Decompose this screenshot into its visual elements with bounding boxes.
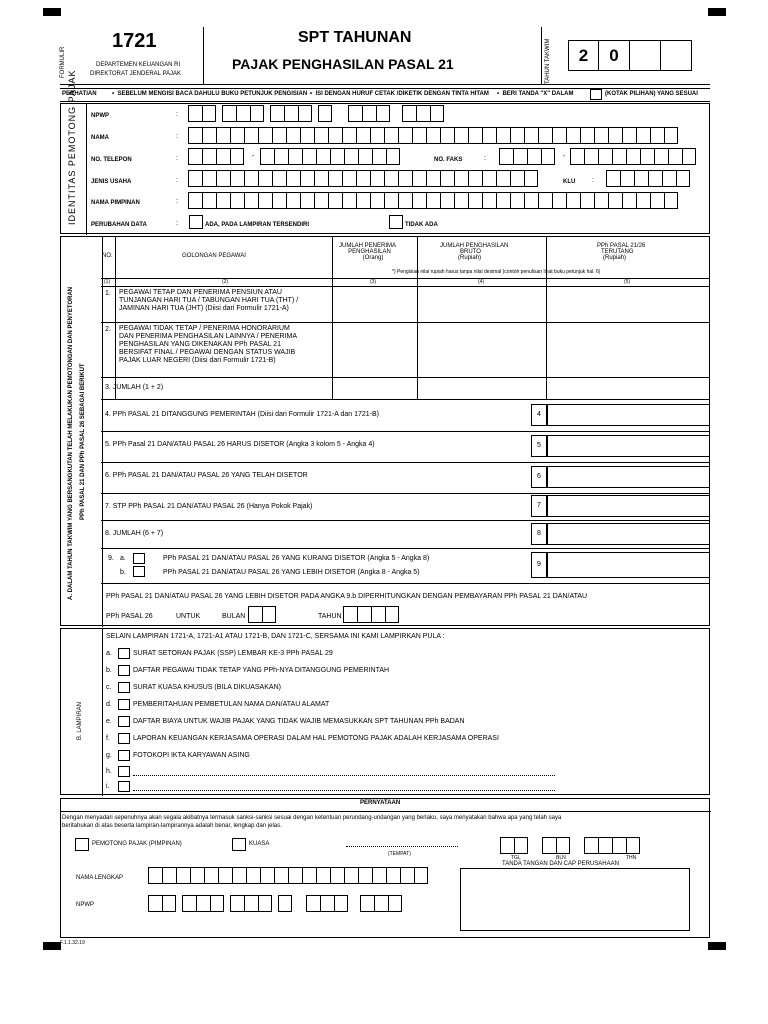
col-golongan-header: GOLONGAN PEGAWAI (182, 253, 246, 259)
row-4-label: 4. PPh PASAL 21 DITANGGUNG PEMERINTAH (Diisi dari Formulir 1721-A dan 1721-B) (105, 411, 379, 418)
stp-input[interactable] (547, 495, 710, 517)
col-no-header: NO. (102, 253, 113, 259)
nama-pimpinan-label: NAMA PIMPINAN (91, 200, 140, 206)
jenis-usaha-label: JENIS USAHA (91, 179, 132, 185)
formulir-label: FORMULIR (60, 46, 66, 78)
section-a-label: A. DALAM TAHUN TAKWIM YANG BERSANGKUTAN TELAH MELAKUKAN PEMOTONGAN DAN PENYETORAN (68, 286, 74, 600)
lampiran-fotokopi-checkbox[interactable] (118, 750, 130, 761)
pernyataan-text: Dengan menyadari sepenuhnya akan segala akibatnya termasuk sanksi-sanksi sesuai dengan ketentuan perundang-undangan yang berlaku, saya menyatakan bahwa apa yang telah saya (62, 815, 562, 821)
faks-label: NO. FAKS (434, 157, 463, 163)
year-digit[interactable] (630, 40, 661, 71)
row-2-label: PEGAWAI TIDAK TETAP / PENERIMA HONORARIUM DAN PENERIMA PENGHASILAN LAINNYA / PENERIMA PENGHASILAN YANG DIKENAKAN PPh PASAL 21 BERSIFAT FINAL / PEGAWAI DENGAN STATUS WAJIB PAJAK LUAR NEGERI (Diisi dari Formulir 1721-B) (119, 325, 298, 364)
dirjen-name: DIREKTORAT JENDERAL PAJAK (90, 71, 182, 77)
klu-label: KLU (563, 179, 576, 185)
perubahan-label: PERUBAHAN DATA (91, 222, 147, 228)
telepon-area-input[interactable] (188, 148, 244, 165)
lampiran-lainnya-h-input[interactable] (133, 775, 555, 776)
col-pph-header: PPh PASAL 21/26 TERUTANG (Rupiah) (597, 243, 646, 261)
tahun-input[interactable] (343, 606, 399, 623)
registration-mark-top-left (43, 8, 61, 16)
kuasa-checkbox[interactable] (232, 838, 246, 851)
year-digit[interactable]: 0 (599, 40, 630, 71)
year-digit[interactable]: 2 (568, 40, 599, 71)
npwp-pernyataan-input[interactable] (148, 895, 402, 912)
row-3-label: 3. JUMLAH (1 + 2) (105, 384, 164, 391)
nama-input[interactable] (188, 127, 678, 144)
pemotong-checkbox[interactable] (75, 838, 89, 851)
lampiran-lainnya-i-input[interactable] (133, 790, 555, 791)
lampiran-daftar-biaya-checkbox[interactable] (118, 716, 130, 727)
form-code: F.1.1.32.19 (60, 940, 85, 946)
perhatian-item: • ISI DENGAN HURUF CETAK /DIKETIK DENGAN TINTA HITAM (310, 91, 489, 97)
faks-number-input[interactable] (570, 148, 696, 165)
lampiran-laporan-keuangan-checkbox[interactable] (118, 733, 130, 744)
row-6-label: 6. PPh PASAL 21 DAN/ATAU PASAL 26 YANG TELAH DISETOR (105, 472, 308, 479)
jenis-usaha-input[interactable] (188, 170, 538, 187)
npwp-pernyataan-label: NPWP (76, 902, 94, 908)
nama-lengkap-label: NAMA LENGKAP (76, 875, 124, 881)
section-a-label-2: PPh PASAL 21 DAN PPh PASAL 26 SEBAGAI BERIKUT (80, 363, 86, 520)
registration-mark-bottom-left (43, 942, 61, 950)
lampiran-lainnya-i-checkbox[interactable] (118, 781, 130, 792)
rupiah-note: *) Pengisian nilai rupiah harus tanpa nilai desimal (contoh penulisan lihat buku petunjuk hal. 6) (392, 269, 601, 275)
kuasa-label: KUASA (249, 841, 270, 847)
tanda-tangan-box[interactable] (460, 868, 690, 931)
row-8-label: 8. JUMLAH (6 + 7) (105, 530, 164, 537)
lampiran-intro: SELAIN LAMPIRAN 1721-A, 1721-A1 ATAU 1721-B, DAN 1721-C, SERSAMA INI KAMI LAMPIRKAN PULA : (106, 633, 445, 640)
lebih-disetor-checkbox[interactable] (133, 566, 145, 577)
pph-ditanggung-input[interactable] (547, 404, 710, 426)
lampiran-lainnya-h-checkbox[interactable] (118, 766, 130, 777)
jumlah-6-7-input[interactable] (547, 523, 710, 545)
nama-pimpinan-input[interactable] (188, 192, 678, 209)
lampiran-ssp-checkbox[interactable] (118, 648, 130, 659)
telepon-number-input[interactable] (260, 148, 400, 165)
row-7-label: 7. STP PPh PASAL 21 DAN/ATAU PASAL 26 (Hanya Pokok Pajak) (105, 503, 313, 510)
perhatian-tail: (KOTAK PILIHAN) YANG SESUAI (605, 91, 698, 97)
year-digit[interactable] (661, 40, 692, 71)
ada-label: ADA, PADA LAMPIRAN TERSENDIRI (205, 222, 310, 228)
year-field[interactable] (568, 40, 692, 71)
faks-area-input[interactable] (499, 148, 555, 165)
tanggal-input[interactable] (500, 837, 640, 854)
ttd-label: TANDA TANGAN DAN CAP PERUSAHAAN (502, 861, 619, 867)
registration-mark-top-right (708, 8, 726, 16)
page-subtitle: PAJAK PENGHASILAN PASAL 21 (232, 56, 454, 72)
perhatian-item: • BERI TANDA "X" DALAM (497, 91, 574, 97)
npwp-label: NPWP (91, 113, 109, 119)
dept-name: DEPARTEMEN KEUANGAN RI (96, 62, 181, 68)
lampiran-surat-kuasa-checkbox[interactable] (118, 682, 130, 693)
kurang-lebih-input[interactable] (547, 552, 710, 578)
tempat-input[interactable] (346, 846, 458, 847)
npwp-input[interactable] (188, 105, 444, 122)
tahun-takwim-label: TAHUN TAKWIM (545, 38, 551, 84)
row-9b-label: PPh PASAL 21 DAN/ATAU PASAL 26 YANG LEBIH DISETOR (Angka 8 - Angka 5) (163, 569, 420, 576)
sample-checkbox (590, 89, 602, 100)
tidak-ada-checkbox[interactable] (389, 215, 403, 229)
telepon-label: NO. TELEPON (91, 157, 132, 163)
kurang-disetor-checkbox[interactable] (133, 553, 145, 564)
section-b-label: B. LAMPIRAN (77, 701, 83, 740)
lebih-diperhitungkan-text: PPh PASAL 21 DAN/ATAU PASAL 26 YANG LEBIH DISETOR PADA ANGKA 9.b DIPERHITUNGKAN DENGAN PEMBAYARAN PPh PASAL 21 DAN/ATAU (106, 593, 588, 600)
bulan-input[interactable] (248, 606, 276, 623)
col-penerima-header: JUMLAH PENERIMA PENGHASILAN (Orang) (339, 243, 397, 261)
lampiran-pembetulan-checkbox[interactable] (118, 699, 130, 710)
pph-telah-disetor-input[interactable] (547, 466, 710, 488)
pemotong-label: PEMOTONG PAJAK (PIMPINAN) (92, 841, 182, 847)
klu-input[interactable] (606, 170, 690, 187)
lampiran-daftar-pegawai-checkbox[interactable] (118, 665, 130, 676)
page-title: SPT TAHUNAN (298, 29, 412, 46)
nama-lengkap-input[interactable] (148, 867, 428, 884)
row-5-label: 5. PPh Pasal 21 DAN/ATAU PASAL 26 HARUS DISETOR (Angka 3 kolom 5 - Angka 4) (105, 441, 375, 448)
registration-mark-bottom-right (708, 942, 726, 950)
row-9a-label: PPh PASAL 21 DAN/ATAU PASAL 26 YANG KURANG DISETOR (Angka 5 - Angka 8) (163, 555, 430, 562)
pernyataan-title: PERNYATAAN (360, 800, 401, 806)
identitas-section (60, 103, 710, 234)
nama-label: NAMA (91, 135, 109, 141)
pph-harus-disetor-input[interactable] (547, 435, 710, 457)
perhatian-label: PERHATIAN (62, 91, 97, 97)
tidak-ada-label: TIDAK ADA (405, 222, 438, 228)
form-number: 1721 (112, 30, 157, 52)
ada-checkbox[interactable] (189, 215, 203, 229)
col-bruto-header: JUMLAH PENGHASILAN BRUTO (Rupiah) (440, 243, 509, 261)
row-1-label: PEGAWAI TETAP DAN PENERIMA PENSIUN ATAU TUNJANGAN HARI TUA / TABUNGAN HARI TUA (THT) / JAMINAN HARI TUA (JHT) (Diisi dari Formulir 1721-A) (119, 289, 299, 312)
identitas-section-label: IDENTITAS PEMOTONG PAJAK (67, 69, 77, 225)
perhatian-item: • SEBELUM MENGISI BACA DAHULU BUKU PETUNJUK PENGISIAN (112, 91, 308, 97)
